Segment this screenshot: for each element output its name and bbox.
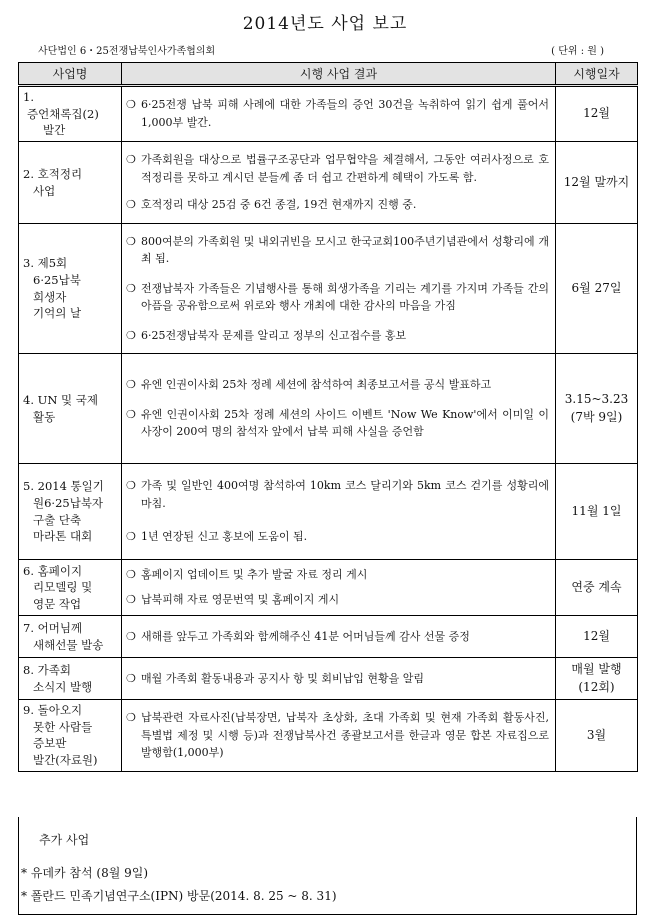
row-date-line: (7박 9일) [570,409,623,424]
row-date-line: 3.15~3.23 [564,392,629,407]
row-name-line: 증언채록집(2) [27,106,99,121]
row-date-line: 매월 발행 [571,662,622,677]
result-item [126,233,549,268]
row-name-line: 새해선물 발송 [33,637,104,652]
bullet-circle-icon: ❍ [126,479,136,493]
row-name-line: 발간(자료원) [33,753,98,768]
row-name-line: 2. 호적정리 [23,166,83,181]
bullet-circle-icon: ❍ [126,671,136,685]
report-table [18,62,638,772]
result-item [126,528,549,546]
table-row [19,700,638,772]
row-name [19,354,122,464]
bullet-circle-icon: ❍ [126,530,136,544]
result-item [126,628,549,646]
bullet-circle-icon: ❍ [126,153,136,167]
extra-item: * 폴란드 민족기념연구소(IPN) 방문(2014. 8. 25 ~ 8. 31) [21,889,337,903]
table-row [19,86,638,142]
row-name-line: 마라톤 대회 [33,529,93,544]
table-row [19,464,638,560]
row-result [122,616,556,658]
result-text: 매월 가족회 활동내용과 공지사 항 및 회비납입 현황을 알림 [141,671,424,685]
header-date: 시행일자 [556,63,638,86]
result-item [126,406,549,441]
row-name-line: 8. 가족회 [23,662,71,677]
row-name [19,700,122,772]
result-text: 가족회원을 대상으로 법률구조공단과 업무협약을 체결해서, 그동안 여러사정으로 호적정리를 못하고 계시던 분들께 좀 더 쉽고 간편하게 혜택이 가도록 함. [141,153,549,184]
table-row [19,560,638,616]
result-text: 800여분의 가족회원 및 내외귀빈을 모시고 한국교회100주년기념관에서 성황리에 개최 됨. [141,234,549,266]
row-name-line: 영문 작업 [33,596,82,611]
row-date [556,142,638,224]
bullet-circle-icon: ❍ [126,328,136,342]
table-row [19,616,638,658]
row-date [556,354,638,464]
result-text: 납북피해 자료 영문번역 및 홈페이지 게시 [141,593,340,607]
row-name-line: 구출 단축 [33,512,82,527]
row-name [19,560,122,616]
row-date [556,86,638,142]
row-name-line: 6. 홈페이지 [23,563,83,578]
row-name [19,464,122,560]
row-name [19,142,122,224]
header-result: 시행 사업 결과 [122,63,556,86]
row-name-line: 사업 [33,183,56,198]
row-name [19,616,122,658]
result-text: 6·25전쟁 납북 피해 사례에 대한 가족들의 증언 30건을 녹취하여 읽기 쉽게 풀어서 1,000부 발간. [141,98,549,129]
result-item [126,280,549,315]
row-name-line: 5. 2014 통일기 [23,479,104,494]
row-name-line: 발간 [43,123,66,138]
row-date-line: 11월 1일 [571,503,622,518]
result-text: 전쟁납북자 가족들은 기념행사를 통해 희생가족을 기리는 계기를 가지며 가족들 간의 아픔을 공유함으로써 위로와 행사 개최에 대한 감사의 마음을 가짐 [141,281,549,313]
bullet-circle-icon: ❍ [126,198,136,212]
row-date [556,560,638,616]
report-title: 2014년도 사업 보고 [242,14,408,34]
result-item [126,376,549,394]
row-date [556,700,638,772]
row-name-line: 원6·25납북자 [33,495,104,510]
result-text: 새해를 앞두고 가족회와 함께해주신 41분 어머님들께 감사 선물 증정 [141,629,470,643]
result-text: 호적정리 대상 25검 중 6건 종결, 19건 현재까지 진행 중. [141,198,417,212]
extra-title: 추가 사업 [39,833,90,847]
row-name [19,86,122,142]
row-date-line: 연중 계속 [571,579,622,594]
row-name-line: 4. UN 및 국제 [23,392,99,407]
row-result [122,464,556,560]
row-name-line: 활동 [33,409,56,424]
row-date [556,616,638,658]
bullet-circle-icon: ❍ [126,629,136,643]
row-date-line: (12회) [578,679,615,694]
organization-name: 사단법인 6・25전쟁납북인사가족협의회 [38,46,216,57]
row-date-line: 3월 [586,727,607,742]
row-result [122,142,556,224]
extra-item: * 유데카 참석 (8월 9일) [21,866,149,880]
row-name [19,224,122,354]
row-name [19,658,122,700]
result-item [126,96,549,131]
result-item [126,477,549,512]
row-name-line: 리모델링 및 [33,580,93,595]
bullet-circle-icon: ❍ [126,378,136,392]
bullet-circle-icon: ❍ [126,568,136,582]
result-text: 홈페이지 업데이트 및 추가 발굴 자료 정리 게시 [141,568,368,582]
result-item [126,327,549,345]
row-name-line: 못한 사람들 [33,719,93,734]
result-text: 가족 및 일반인 400여명 참석하여 10km 코스 달리기와 5km 코스 걷기를 성황리에 마침. [141,479,549,510]
result-text: 1년 연장된 신고 홍보에 도움이 됨. [141,530,308,544]
row-result [122,86,556,142]
result-item [126,196,549,214]
row-date-line: 6월 27일 [571,280,622,295]
table-row [19,142,638,224]
result-text: 유엔 인권이사회 25차 정례 세션의 사이드 이벤트 'Now We Know'에서 이미일 이사장이 200여 명의 참석자 앞에서 납북 피해 사실을 증언함 [141,407,549,439]
unit-label: ( 단위 : 원 ) [551,46,604,57]
row-name-line: 증보판 [33,736,67,751]
row-name-line: 기억의 날 [33,306,82,321]
result-item [126,151,549,186]
row-result [122,700,556,772]
row-date [556,464,638,560]
row-name-line: 7. 어머님께 [23,620,83,635]
row-date [556,224,638,354]
row-result [122,224,556,354]
row-name-line: 소식지 발행 [33,679,93,694]
row-result [122,560,556,616]
row-name-line: 9. 돌아오지 [23,703,83,718]
result-item [126,670,549,688]
row-name-line: 3. 제5회 [23,256,68,271]
bullet-circle-icon: ❍ [126,234,136,248]
row-date-line: 12월 [583,106,610,121]
extra-section [18,817,637,915]
header-row [19,63,638,86]
table-row [19,354,638,464]
result-text: 유엔 인권이사회 25차 정례 세션에 참석하여 최종보고서를 공식 발표하고 [141,378,492,392]
table-row [19,658,638,700]
row-name-line: 희생자 [33,289,67,304]
row-date-line: 12월 [583,628,610,643]
result-item [126,709,549,762]
header-name: 사업명 [19,63,122,86]
result-text: 납북관련 자료사진(납북장면, 납북자 초상화, 초대 가족회 및 현재 가족회 활동사진, 특별법 제정 및 시행 등)과 전쟁납북사건 종괄보고서를 한글과 영문 합본 자료집으로 발행함(1,000부) [141,710,549,760]
result-item [126,566,549,584]
row-date-line: 12월 말까지 [563,174,630,189]
bullet-circle-icon: ❍ [126,407,136,421]
bullet-circle-icon: ❍ [126,281,136,295]
row-result [122,354,556,464]
row-result [122,658,556,700]
result-item [126,591,549,609]
bullet-circle-icon: ❍ [126,710,136,724]
bullet-circle-icon: ❍ [126,98,136,112]
result-text: 6·25전쟁납북자 문제를 알리고 정부의 신고접수를 홍보 [141,328,407,342]
row-name-line: 1. [23,90,34,104]
table-row [19,224,638,354]
row-name-line: 6·25납북 [33,272,81,287]
row-date [556,658,638,700]
bullet-circle-icon: ❍ [126,593,136,607]
